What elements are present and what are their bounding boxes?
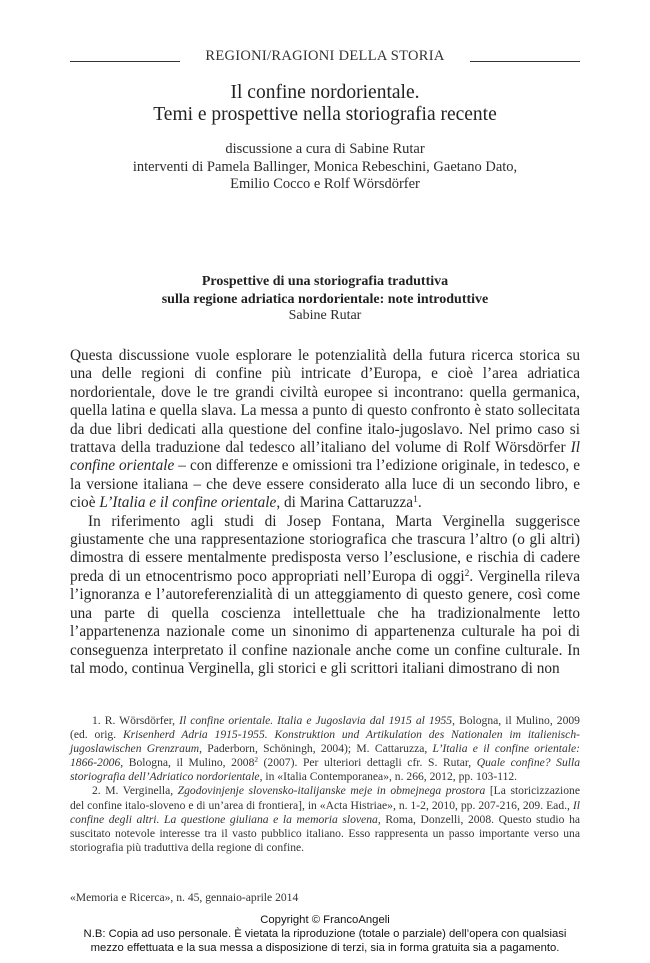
p2-text-a: In riferimento agli studi di Josep Fontana, Marta Verginella suggerisce giustamente che una rappresentazione storiografica che trascura l’altro (o gli altri) dimostra di essere mentalmente predisposta verso l’esclusione, e rischia di cadere preda di un etnocentrismo poco appropriati nell’Europa di oggi	[70, 512, 580, 585]
article-title-line-2: Temi e prospettive nella storiografia recente	[153, 104, 497, 125]
fn2-d: Il confine degli altri. La questione giuliana e la memoria slovena	[70, 798, 580, 826]
p1-text-e: , di Marina Cattaruzza	[276, 494, 414, 512]
article-title	[0, 82, 650, 126]
copyright-line-3: mezzo effettuata e la sua messa a disposizione di terzi, sia in forma gratuita sia a pagamento.	[90, 942, 560, 955]
section-title-line-2: sulla regione adriatica nordorientale: note introduttive	[161, 291, 489, 307]
credit-line-3: Emilio Cocco e Rolf Wörsdörfer	[230, 176, 420, 192]
fn1-sup: 2	[254, 756, 258, 765]
p1-text-c: – con differenze e omissioni tra l’edizione originale, in tedesco, e la versione italiana – che deve essere considerato alla luce di un secondo libro, e cioè	[70, 457, 580, 512]
credit-line-2: interventi di Pamela Ballinger, Monica Rebeschini, Gaetano Dato,	[132, 158, 518, 175]
fn2-a: 2. M. Verginella,	[92, 784, 178, 798]
paragraph-2	[70, 513, 580, 679]
p2-text-b: . Verginella rileva l’ignoranza e l’autoreferenzialità di un atteggiamento di questo genere, così come una parte di quella coscienza intellettuale che ha tradizionalmente letto l’appartenenza nazionale come un sinonimo di appartenenza culturale ha poi di conseguenza interpretato il confine nazionale anche come un confine culturale. In tal modo, continua Verginella, gli storici e gli scrittori italiani dimostrano di non	[70, 567, 580, 677]
fn2-b: Zgodovinjenje slovensko-italijanske meje in obmejnega prostora	[177, 784, 486, 798]
p1-book-title-1: Il confine orientale	[70, 439, 580, 475]
fn1-b: Il confine orientale. Italia e Jugoslavia dal 1915 al 1955	[179, 714, 453, 727]
paragraph-1	[70, 347, 580, 513]
credit-line-1: discussione a cura di Sabine Rutar	[225, 141, 425, 157]
footnote-2	[70, 784, 580, 854]
footnote-1	[70, 714, 580, 784]
fn1-e: , Paderborn, Schöningh, 2004); M. Cattaruzza,	[199, 742, 433, 756]
footnote-ref-2[interactable]: 2	[464, 568, 470, 579]
article-title-line-1: Il confine nordorientale.	[230, 82, 420, 103]
fn1-i: Quale confine? Sulla storiografia dell’Adriatico nordorientale	[70, 756, 581, 784]
journal-reference: «Memoria e Ricerca», n. 45, gennaio-aprile 2014	[70, 891, 299, 904]
copyright-notice	[0, 913, 650, 956]
fn1-h: (2007). Per ulteriori dettagli cfr. S. Rutar,	[257, 756, 477, 770]
fn1-a: 1. R. Wörsdörfer,	[92, 714, 180, 727]
footnote-ref-1[interactable]: 1	[413, 495, 418, 506]
fn1-j: , in «Italia Contemporanea», n. 266, 2012, pp. 103-112.	[259, 770, 518, 784]
fn1-d: Krisenherd Adria 1915-1955. Konstruktion und Artikulation des Nationalen im italienisch-jugoslawischen Grenzraum	[70, 728, 580, 756]
fn1-f: L’Italia e il confine orientale: 1866-2006	[70, 742, 580, 770]
fn1-g: , Bologna, il Mulino, 2008	[120, 756, 255, 770]
fn1-c: , Bologna, il Mulino, 2009 (ed. orig.	[70, 714, 580, 742]
copyright-line-2: N.B: Copia ad uso personale. È vietata la riproduzione (totale o parziale) dell’opera con qualsiasi	[83, 928, 567, 941]
header-rule-right	[470, 61, 580, 62]
section-title-line-1: Prospettive di una storiografia traduttiva	[201, 274, 449, 289]
p1-text-a: Questa discussione vuole esplorare le potenzialità della futura ricerca storica su una delle regioni di confine più intricate d’Europa, e cioè l’area adriatica nordorientale, dove le tre grandi civiltà europee si incontrano: quella germanica, quella latina e quella slava. La messa a punto di questo confronto è stato sollecitata da due libri dedicati alla questione del confine italo-jugoslavo. Nel primo caso si trattava della traduzione dal tedesco all’italiano del volume di Rolf Wörsdörfer	[70, 347, 580, 457]
p1-book-title-2: L’Italia e il confine orientale	[99, 494, 277, 512]
fn2-e: , Roma, Donzelli, 2008. Questo studio ha suscitato notevole interesse tra il vasto pubblico italiano. Esso rappresenta un passo importante verso una storiografia più traduttiva della regione di confine.	[70, 812, 581, 854]
body-text	[70, 347, 580, 678]
article-credits	[0, 141, 650, 194]
section-title	[0, 273, 650, 308]
copyright-line-1: Copyright © FrancoAngeli	[260, 914, 390, 926]
section-author: Sabine Rutar	[288, 308, 362, 323]
p1-text-f: .	[417, 494, 422, 512]
section-label: REGIONI/RAGIONI DELLA STORIA	[205, 48, 445, 64]
footnotes	[70, 714, 580, 855]
fn2-c: [La storicizzazione del confine italo-sloveno e di un’area di frontiera], in «Acta Histriae», n. 1-2, 2010, pp. 207-216, 209. Ead.,	[70, 784, 580, 812]
